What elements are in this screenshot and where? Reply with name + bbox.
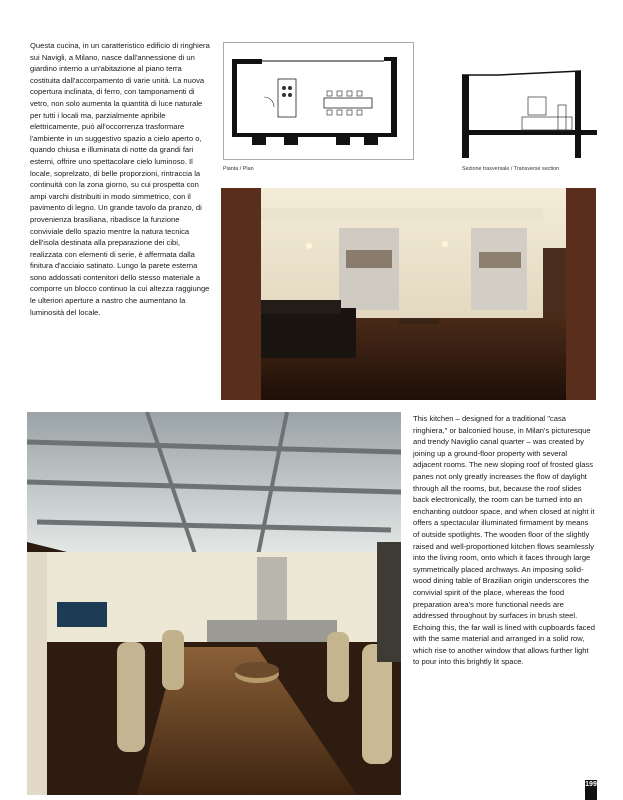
floor-plan-drawing — [223, 42, 414, 160]
english-body-text: This kitchen – designed for a traditional "casa ringhiera," or balconied house, in Milan's picturesque and trendy Naviglio canal quarter – was created by joining up a ground-floor property with several adjacent rooms. The new sloping roof of frosted glass panes not only greatly increases the flow of daylight through all the rooms, but, because the roof slides back electronically, the room can be turned into an enchanting outdoor space, and when closed at night it offers a spectacular illuminated firmament by means of outside spotlights. The wooden floor of the slightly raised and well-proportioned kitchen flows seamlessly into the living room, onto which it faces through large symmetrically placed archways. An imposing solid-wood dining table of Brazilian origin underscores the convivial spirit of the place, whereas the food preparation area's more functional needs are addressed throughout by surfaces in brush steel. Echoing this, the far wall is lined with cupboards faced with the same material and arranged in a solid row, which rise to another window that allows further light to pour into this brightly lit space. — [413, 414, 595, 667]
page-number: 199 — [585, 780, 597, 800]
kitchen-dining-photo — [27, 412, 401, 795]
living-room-photo — [221, 188, 596, 400]
plan-caption: Pianta / Plan — [223, 166, 254, 172]
section-caption: Sezione trasversale / Transverse section — [462, 166, 560, 172]
section-drawing — [462, 57, 597, 158]
italian-body-text: Questa cucina, in un caratteristico edificio di ringhiera sui Navigli, a Milano, nasce dall'annessione di un giardino interno a un'abitazione al piano terra costituita dall'accorpamento di varie unità. La nuova copertura inclinata, di ferro, con tamponamenti di vetro, non solo aumenta la quantità di luce naturale per tutti i locali ma, parzialmente apribile elettricamente, può all'occorrenza trasformare l'ambiente in un suggestivo spazio a cielo aperto o, quando chiusa e illuminata di notte da grandi fari esterni, offrire uno spettacolare cielo luminoso. Il locale, soprelzato, di belle proporzioni, rintraccia la continuità con la zona giorno, su cui prospetta con ampi varchi distribuiti in modo simmetrico, con il pavimento di legno. Un grande tavolo da pranzo, di provenienza brasiliana, ribadisce la funzione conviviale dello spazio mentre la natura tecnica dell'isola destinata alla preparazione dei cibi, realizzata con elementi di serie, è affermata dalla finitura d'acciaio satinato. Lungo la parete esterna sono addossati contenitori dello stesso materiale a comporre un blocco continuo la cui altezza raggiunge le ulteriori aperture a nastro che aumentano la luminosità del locale. — [30, 41, 210, 317]
